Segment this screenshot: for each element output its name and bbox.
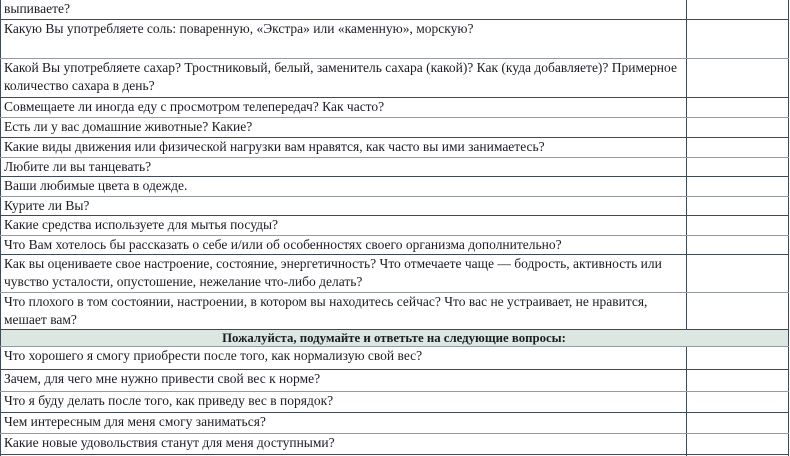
table-row	[1, 215, 789, 235]
table-row	[1, 19, 789, 58]
answer-cell[interactable]	[687, 391, 789, 412]
table-row	[1, 137, 789, 157]
table-row	[1, 58, 789, 97]
question-cell: Чем интересным для меня смогу заниматься?	[1, 412, 687, 433]
question-cell: Какие новые удовольствия станут для меня доступными?	[1, 433, 687, 454]
answer-cell[interactable]	[687, 137, 789, 157]
table-row	[1, 157, 789, 176]
table-row	[1, 433, 789, 454]
question-cell: Любите ли вы танцевать?	[1, 157, 687, 176]
answer-cell[interactable]	[687, 433, 789, 454]
answer-cell[interactable]	[687, 19, 789, 58]
question-cell: Что хорошего я смогу приобрести после того, как нормализую свой вес?	[1, 346, 687, 369]
answer-cell[interactable]	[687, 369, 789, 391]
answer-cell[interactable]	[687, 0, 789, 19]
table-row	[1, 412, 789, 433]
question-cell: Какие виды движения или физической нагрузки вам нравятся, как часто вы ими занимаетесь?	[1, 137, 687, 157]
table-row	[1, 391, 789, 412]
question-cell: Какой Вы употребляете сахар? Тростниковый, белый, заменитель сахара (какой)? Как (куда добавляете)? Примерное количество сахара в день?	[1, 58, 687, 97]
table-row	[1, 176, 789, 196]
table-row	[1, 235, 789, 254]
question-cell: Какие средства используете для мытья посуды?	[1, 215, 687, 235]
table-row	[1, 369, 789, 391]
table-row	[1, 346, 789, 369]
answer-cell[interactable]	[687, 235, 789, 254]
answer-cell[interactable]	[687, 117, 789, 137]
question-cell: Совмещаете ли иногда еду с просмотром телепередач? Как часто?	[1, 97, 687, 117]
question-cell: Какую Вы употребляете соль: поваренную, «Экстра» или «каменную», морскую?	[1, 19, 687, 58]
question-cell: Ваши любимые цвета в одежде.	[1, 176, 687, 196]
answer-cell[interactable]	[687, 196, 789, 215]
table-row	[1, 292, 789, 329]
answer-cell[interactable]	[687, 412, 789, 433]
question-cell: Зачем, для чего мне нужно привести свой вес к норме?	[1, 369, 687, 391]
answer-cell[interactable]	[687, 215, 789, 235]
answer-cell[interactable]	[687, 97, 789, 117]
answer-cell[interactable]	[687, 292, 789, 329]
answer-cell[interactable]	[687, 254, 789, 292]
question-cell: Есть ли у вас домашние животные? Какие?	[1, 117, 687, 137]
question-cell: выпиваете?	[1, 0, 687, 19]
question-cell: Что я буду делать после того, как приведу вес в порядок?	[1, 391, 687, 412]
question-cell: Курите ли Вы?	[1, 196, 687, 215]
questionnaire-table-body	[1, 0, 789, 456]
question-cell: Как вы оцениваете свое настроение, состояние, энергетичность? Что отмечаете чаще — бодрость, активность или чувство усталости, опустошение, нежелание что-либо делать?	[1, 254, 687, 292]
section-header-cell: Пожалуйста, подумайте и ответьте на следующие вопросы:	[1, 329, 789, 346]
table-row	[1, 329, 789, 346]
question-cell: Что плохого в том состоянии, настроении, в котором вы находитесь сейчас? Что вас не устраивает, не нравится, мешает вам?	[1, 292, 687, 329]
answer-cell[interactable]	[687, 58, 789, 97]
question-cell: Что Вам хотелось бы рассказать о себе и/или об особенностях своего организма дополнительно?	[1, 235, 687, 254]
table-row	[1, 117, 789, 137]
table-row	[1, 254, 789, 292]
answer-cell[interactable]	[687, 157, 789, 176]
table-row	[1, 196, 789, 215]
table-row	[1, 97, 789, 117]
table-row	[1, 0, 789, 19]
answer-cell[interactable]	[687, 176, 789, 196]
answer-cell[interactable]	[687, 346, 789, 369]
